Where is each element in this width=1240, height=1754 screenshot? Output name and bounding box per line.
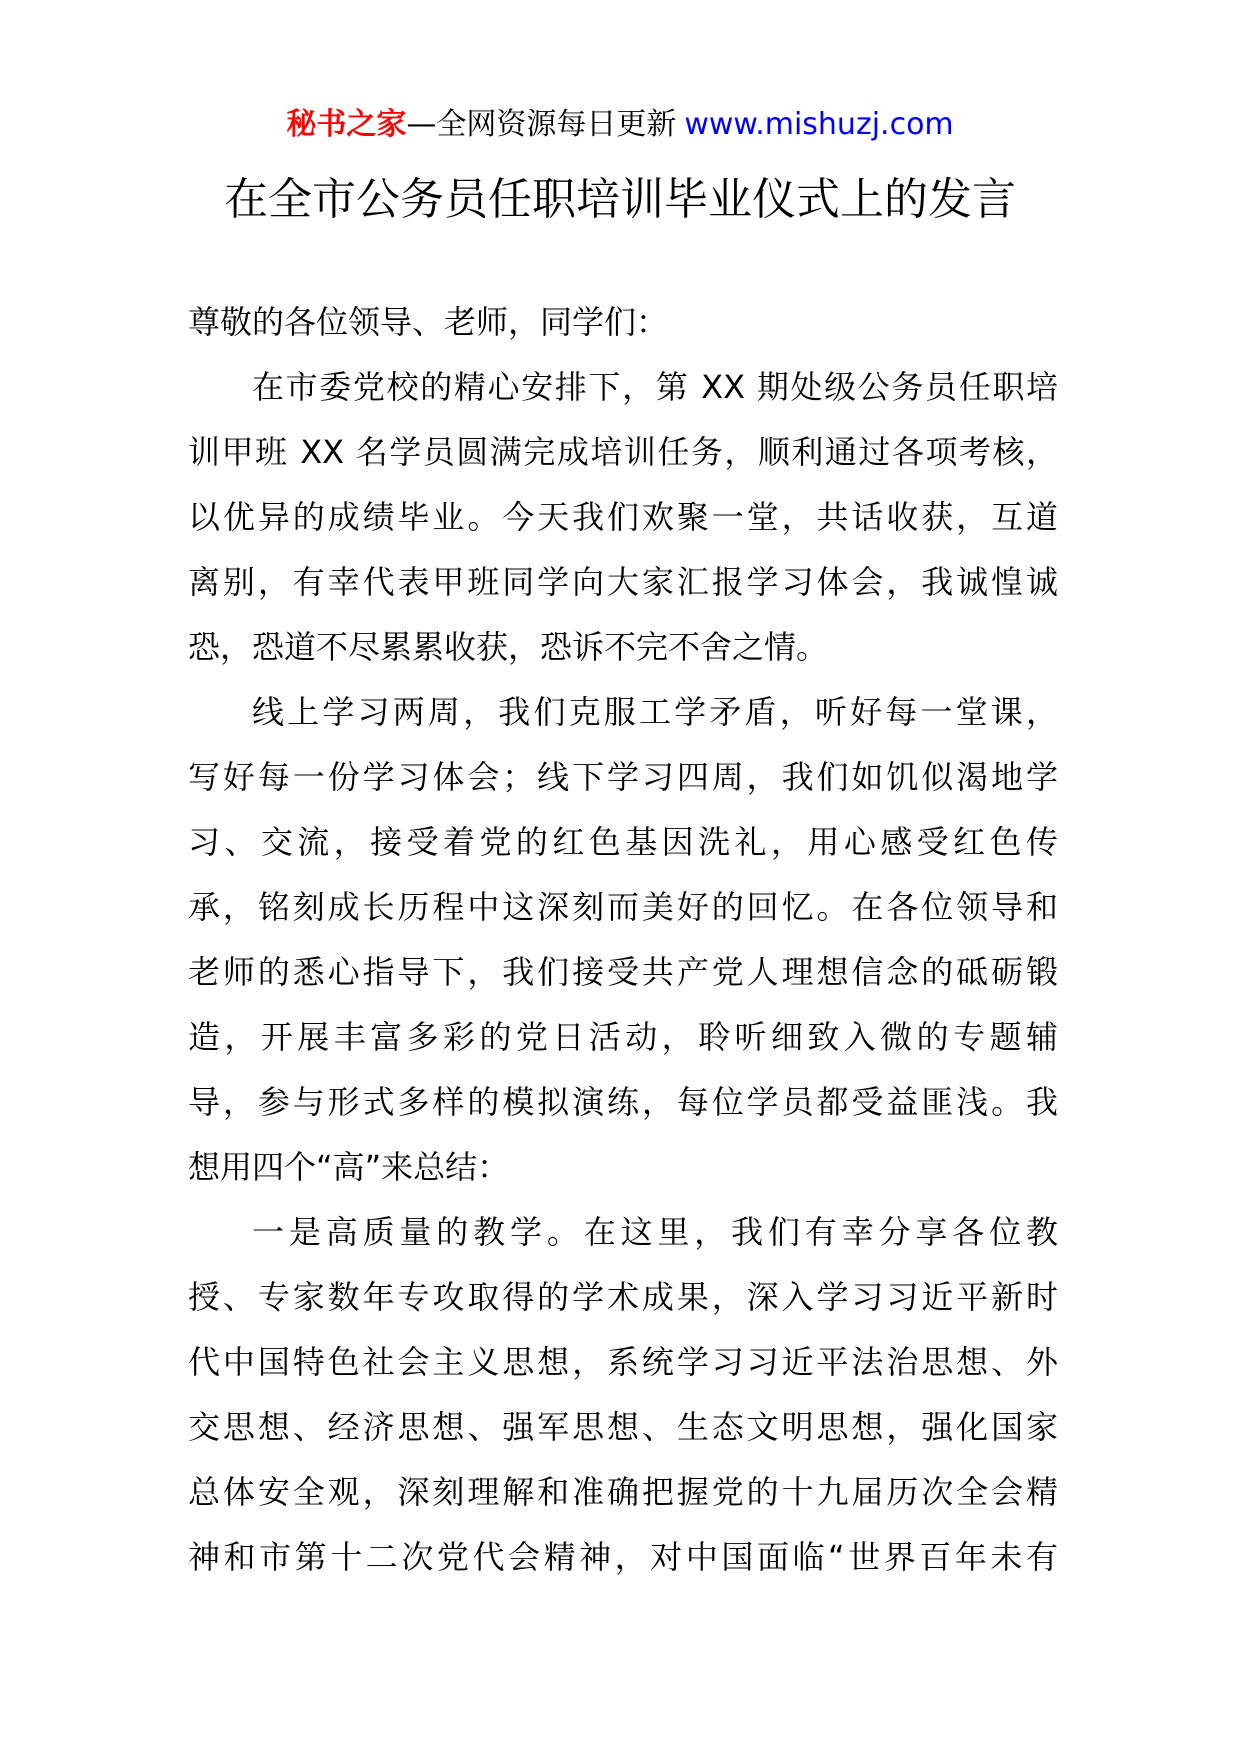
document-title: 在全市公务员任职培训毕业仪式上的发言 [224, 174, 1016, 225]
document-body [188, 290, 1058, 1590]
site-url-link[interactable]: www.mishuzj.com [684, 107, 954, 142]
text-line: 老师的悉心指导下，我们接受共产党人理想信念的砥砺锻 [188, 953, 1058, 991]
text-line: 造，开展丰富多彩的党日活动，聆听细致入微的专题辅 [188, 1018, 1058, 1056]
text-line: 在市委党校的精心安排下，第 XX 期处级公务员任职培 [252, 368, 1058, 406]
salutation-line: 尊敬的各位领导、老师，同学们： [188, 303, 669, 341]
site-tagline: —全网资源每日更新 [406, 107, 677, 142]
text-line: 承，铭刻成长历程中这深刻而美好的回忆。在各位领导和 [188, 888, 1058, 926]
text-line: 想用四个“高”来总结： [188, 1148, 510, 1186]
text-line: 神和市第十二次党代会精神，对中国面临“世界百年未有 [188, 1538, 1058, 1576]
text-line: 习、交流，接受着党的红色基因洗礼，用心感受红色传 [188, 823, 1058, 861]
text-line: 交思想、经济思想、强军思想、生态文明思想，强化国家 [188, 1408, 1058, 1446]
text-line: 一是高质量的教学。在这里，我们有幸分享各位教 [252, 1213, 1058, 1251]
text-line: 写好每一份学习体会；线下学习四周，我们如饥似渴地学 [188, 758, 1058, 796]
text-line: 离别，有幸代表甲班同学向大家汇报学习体会，我诚惶诚 [188, 563, 1058, 601]
site-brand: 秘书之家 [286, 107, 407, 142]
text-line: 以优异的成绩毕业。今天我们欢聚一堂，共话收获，互道 [188, 498, 1058, 536]
text-line: 恐，恐道不尽累累收获，恐诉不完不舍之情。 [188, 628, 829, 666]
site-header [0, 100, 1240, 150]
text-line: 导，参与形式多样的模拟演练，每位学员都受益匪浅。我 [188, 1083, 1058, 1121]
text-line: 训甲班 XX 名学员圆满完成培训任务，顺利通过各项考核， [188, 433, 1058, 471]
text-line: 线上学习两周，我们克服工学矛盾，听好每一堂课， [252, 693, 1058, 731]
text-line: 授、专家数年专攻取得的学术成果，深入学习习近平新时 [188, 1278, 1058, 1316]
text-line: 代中国特色社会主义思想，系统学习习近平法治思想、外 [188, 1343, 1058, 1381]
text-line: 总体安全观，深刻理解和准确把握党的十九届历次全会精 [188, 1473, 1058, 1511]
